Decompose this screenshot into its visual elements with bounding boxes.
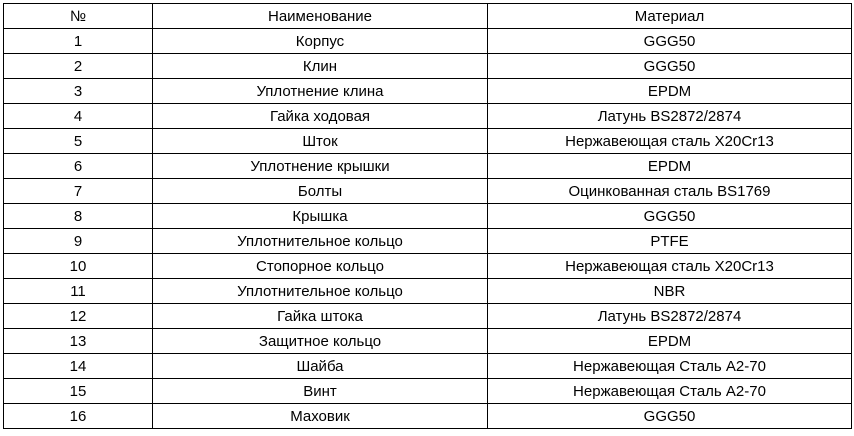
cell-material: Нержавеющая сталь X20Cr13 xyxy=(488,254,852,279)
cell-material: Латунь BS2872/2874 xyxy=(488,104,852,129)
table-row xyxy=(4,204,852,229)
cell-material: Нержавеющая Сталь А2-70 xyxy=(488,354,852,379)
header-material: Материал xyxy=(488,4,852,29)
cell-material: EPDM xyxy=(488,329,852,354)
table-row xyxy=(4,354,852,379)
cell-material: GGG50 xyxy=(488,204,852,229)
cell-material: GGG50 xyxy=(488,29,852,54)
header-number: № xyxy=(4,4,153,29)
header-name: Наименование xyxy=(153,4,488,29)
cell-number: 6 xyxy=(4,154,153,179)
cell-number: 12 xyxy=(4,304,153,329)
cell-name: Гайка штока xyxy=(153,304,488,329)
cell-number: 14 xyxy=(4,354,153,379)
cell-number: 13 xyxy=(4,329,153,354)
table-row xyxy=(4,154,852,179)
cell-name: Клин xyxy=(153,54,488,79)
cell-name: Уплотнительное кольцо xyxy=(153,279,488,304)
table-row xyxy=(4,379,852,404)
cell-number: 2 xyxy=(4,54,153,79)
cell-name: Защитное кольцо xyxy=(153,329,488,354)
table-row xyxy=(4,329,852,354)
cell-number: 16 xyxy=(4,404,153,429)
cell-number: 1 xyxy=(4,29,153,54)
table-row xyxy=(4,79,852,104)
parts-table xyxy=(3,3,852,429)
cell-material: EPDM xyxy=(488,79,852,104)
table-row xyxy=(4,254,852,279)
cell-name: Гайка ходовая xyxy=(153,104,488,129)
table-row xyxy=(4,179,852,204)
cell-name: Крышка xyxy=(153,204,488,229)
cell-name: Маховик xyxy=(153,404,488,429)
cell-number: 8 xyxy=(4,204,153,229)
cell-name: Шайба xyxy=(153,354,488,379)
cell-material: Нержавеющая Сталь А2-70 xyxy=(488,379,852,404)
cell-name: Шток xyxy=(153,129,488,154)
cell-material: EPDM xyxy=(488,154,852,179)
cell-name: Винт xyxy=(153,379,488,404)
cell-number: 10 xyxy=(4,254,153,279)
table-row xyxy=(4,279,852,304)
cell-number: 7 xyxy=(4,179,153,204)
cell-name: Уплотнение крышки xyxy=(153,154,488,179)
cell-name: Уплотнение клина xyxy=(153,79,488,104)
cell-number: 9 xyxy=(4,229,153,254)
parts-table-container xyxy=(3,3,852,429)
table-row xyxy=(4,404,852,429)
cell-name: Корпус xyxy=(153,29,488,54)
cell-number: 3 xyxy=(4,79,153,104)
table-header-row xyxy=(4,4,852,29)
table-row xyxy=(4,29,852,54)
cell-name: Уплотнительное кольцо xyxy=(153,229,488,254)
cell-material: Оцинкованная сталь BS1769 xyxy=(488,179,852,204)
cell-material: PTFE xyxy=(488,229,852,254)
table-row xyxy=(4,129,852,154)
cell-material: GGG50 xyxy=(488,54,852,79)
cell-material: NBR xyxy=(488,279,852,304)
table-row xyxy=(4,104,852,129)
cell-number: 5 xyxy=(4,129,153,154)
cell-number: 15 xyxy=(4,379,153,404)
cell-number: 11 xyxy=(4,279,153,304)
cell-name: Болты xyxy=(153,179,488,204)
cell-material: Нержавеющая сталь X20Cr13 xyxy=(488,129,852,154)
cell-number: 4 xyxy=(4,104,153,129)
table-row xyxy=(4,54,852,79)
table-row xyxy=(4,304,852,329)
cell-material: GGG50 xyxy=(488,404,852,429)
table-row xyxy=(4,229,852,254)
cell-material: Латунь BS2872/2874 xyxy=(488,304,852,329)
cell-name: Стопорное кольцо xyxy=(153,254,488,279)
